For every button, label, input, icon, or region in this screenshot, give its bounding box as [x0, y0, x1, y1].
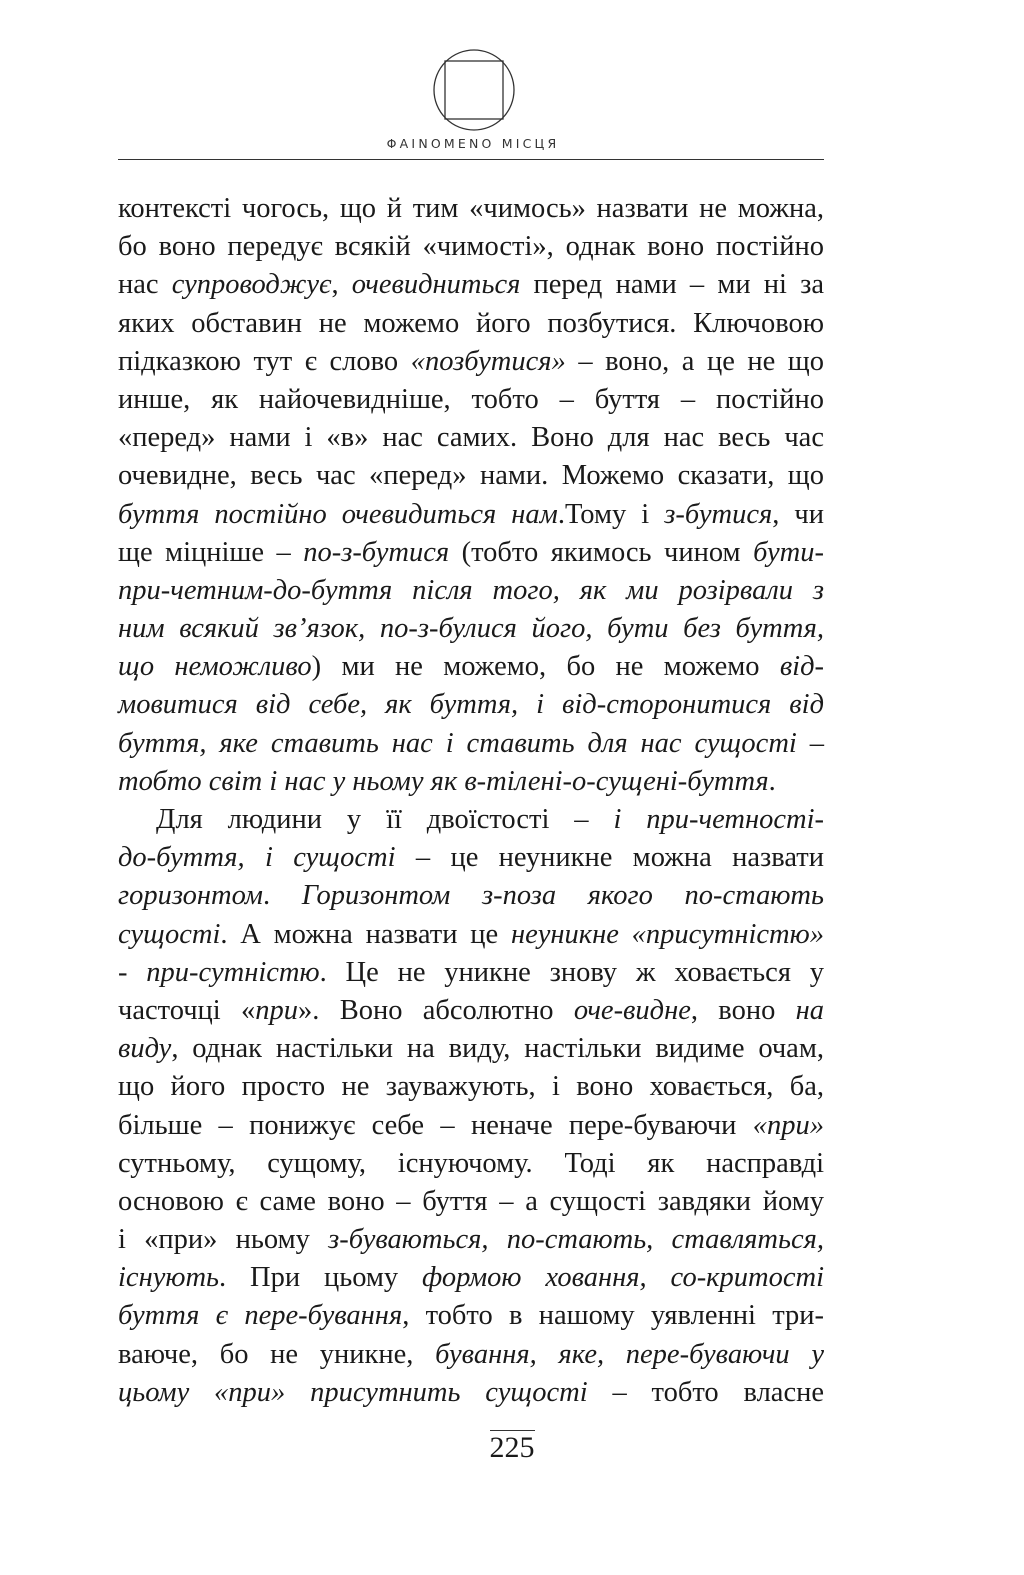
text-line: [118, 1183, 824, 1221]
text-segment: , воно: [690, 994, 796, 1026]
text-segment: перед нами – ми ні за: [520, 269, 824, 301]
italic-segment: «позбутися»: [410, 345, 566, 377]
text-segment: . Це не уникне знову ж ховається у: [319, 956, 824, 988]
text-line: [118, 648, 824, 686]
text-line: [118, 801, 824, 839]
text-line: [118, 954, 824, 992]
text-segment: , чи: [772, 498, 824, 530]
running-head: ΦAINOMENO МІСЦЯ: [386, 136, 560, 151]
italic-segment: при-сутністю: [146, 956, 320, 988]
text-segment: яких обставин не можемо його позбутися. Ключовою: [118, 307, 824, 339]
text-segment: , однак настільки на виду, настільки видиме очам,: [171, 1033, 824, 1065]
italic-segment: горизонтом: [118, 880, 263, 912]
italic-segment: буття є пере-бування: [118, 1300, 403, 1332]
text-segment: що його просто не зауважують, і воно ховається, ба,: [118, 1071, 824, 1103]
italic-segment: існують: [118, 1262, 220, 1294]
text-segment: бо воно передує всякій «чимості», однак воно постійно: [118, 231, 824, 263]
text-segment: -: [118, 956, 147, 988]
text-line: [118, 190, 824, 228]
text-segment: контексті чогось, що й тим «чимось» назвати не можна,: [118, 193, 824, 224]
text-line: [118, 877, 824, 915]
text-segment: инше, як найочевидніше, тобто – буття – постійно: [118, 383, 824, 415]
text-line: [118, 419, 824, 457]
text-segment: . А можна назвати це: [220, 918, 511, 950]
text-segment: ) ми не можемо, бо не можемо: [311, 651, 780, 683]
text-line: [118, 266, 824, 304]
italic-segment: «при»: [752, 1109, 824, 1141]
italic-segment: виду: [118, 1033, 172, 1065]
italic-segment: супроводжує: [171, 269, 332, 301]
text-segment: часточці «: [118, 994, 256, 1026]
text-segment: – воно, а це не що: [565, 345, 824, 377]
italic-segment: до-буття, і сущості: [118, 842, 396, 874]
italic-segment: по-з-бутися: [303, 536, 450, 568]
text-line: [118, 572, 824, 610]
text-line: [118, 1145, 824, 1183]
text-line: [118, 1374, 824, 1412]
text-line: [118, 1068, 824, 1106]
text-segment: ще міцніше –: [118, 536, 304, 568]
text-segment: – тобто власне: [587, 1376, 824, 1408]
text-line: [118, 763, 824, 801]
text-line: [118, 1030, 824, 1068]
text-segment: .: [262, 880, 302, 912]
italic-segment: з-бутися: [664, 498, 773, 530]
text-line: [118, 381, 824, 419]
text-line: [118, 496, 824, 534]
italic-segment: очевидниться: [351, 269, 521, 301]
text-segment: підказкою тут є слово: [118, 345, 411, 377]
italic-segment: що неможливо: [118, 651, 312, 683]
header-rule: [118, 159, 824, 160]
text-line: [118, 343, 824, 381]
text-line: [118, 916, 824, 954]
text-segment: , тобто в нашому уявленні три-: [402, 1300, 824, 1332]
italic-segment: від-: [779, 651, 825, 683]
italic-segment: оче-видне: [573, 994, 691, 1026]
italic-segment: буття, яке ставить нас і ставить для нас сущості –: [118, 727, 824, 759]
italic-segment: мовитися від себе, як буття, і від-сторонитися від: [118, 689, 824, 721]
text-segment: ,: [331, 269, 352, 301]
text-segment: (тобто якимось чином: [449, 536, 754, 568]
italic-segment: сущості: [118, 918, 221, 950]
text-segment: .: [768, 765, 776, 797]
italic-segment: з-буваються, по-стають, ставляться,: [328, 1224, 824, 1256]
text-line: [118, 839, 824, 877]
text-line: [118, 725, 824, 763]
text-segment: основою є саме воно – буття – а сущості завдяки йому: [118, 1185, 824, 1217]
text-segment: – це неуникне можна назвати: [395, 842, 824, 874]
italic-segment: тобто світ і нас у ньому як в-тілені-о-сущені-буття: [118, 765, 769, 797]
italic-segment: цьому «при» присутнить сущості: [118, 1376, 588, 1408]
text-line: [118, 686, 824, 724]
text-segment: очевидне, весь час «перед» нами. Можемо сказати, що: [118, 460, 824, 492]
text-segment: . При цьому: [219, 1262, 423, 1294]
text-segment: .Тому і: [557, 498, 665, 530]
italic-segment: неуникне «присутністю»: [510, 918, 824, 950]
text-line: [118, 992, 824, 1030]
text-segment: більше – понижує себе – неначе пере-буваючи: [118, 1109, 753, 1141]
text-segment: ваюче, бо не уникне,: [118, 1338, 436, 1370]
text-line: [118, 1221, 824, 1259]
text-segment: «перед» нами і «в» нас самих. Воно для нас весь час: [118, 422, 824, 454]
text-segment: ». Воно абсолютно: [298, 994, 574, 1026]
text-line: [118, 457, 824, 495]
italic-segment: при-четним-до-буття після того, як ми розірвали з: [118, 574, 824, 606]
italic-segment: бути-: [753, 536, 824, 568]
italic-segment: бування, яке, пере-буваючи у: [435, 1338, 825, 1370]
text-line: [118, 305, 824, 343]
text-line: [118, 610, 824, 648]
text-segment: і «при» ньому: [118, 1224, 329, 1256]
text-line: [118, 228, 824, 266]
italic-segment: на: [795, 994, 825, 1026]
text-segment: сутньому, сущому, існуючому. Тоді як насправді: [118, 1147, 824, 1179]
italic-segment: при: [255, 994, 299, 1026]
text-segment: нас: [118, 269, 172, 301]
text-segment: Для людини у її двоїстості –: [156, 804, 614, 835]
italic-segment: ним всякий зв’язок, по-з-булися його, бути без буття,: [118, 613, 824, 645]
text-line: [118, 534, 824, 572]
italic-segment: і при-четності-: [613, 804, 825, 835]
text-line: [118, 1336, 824, 1374]
italic-segment: формою ховання, со-критості: [422, 1262, 824, 1294]
text-line: [118, 1297, 824, 1335]
circle-square-emblem-icon: [432, 48, 516, 132]
page-number: 225: [489, 1431, 535, 1464]
italic-segment: буття постійно очевидиться нам: [118, 498, 558, 530]
text-line: [118, 1107, 824, 1145]
body-text: [118, 190, 824, 1412]
italic-segment: Горизонтом з-поза якого по-стають: [301, 880, 824, 912]
text-line: [118, 1259, 824, 1297]
